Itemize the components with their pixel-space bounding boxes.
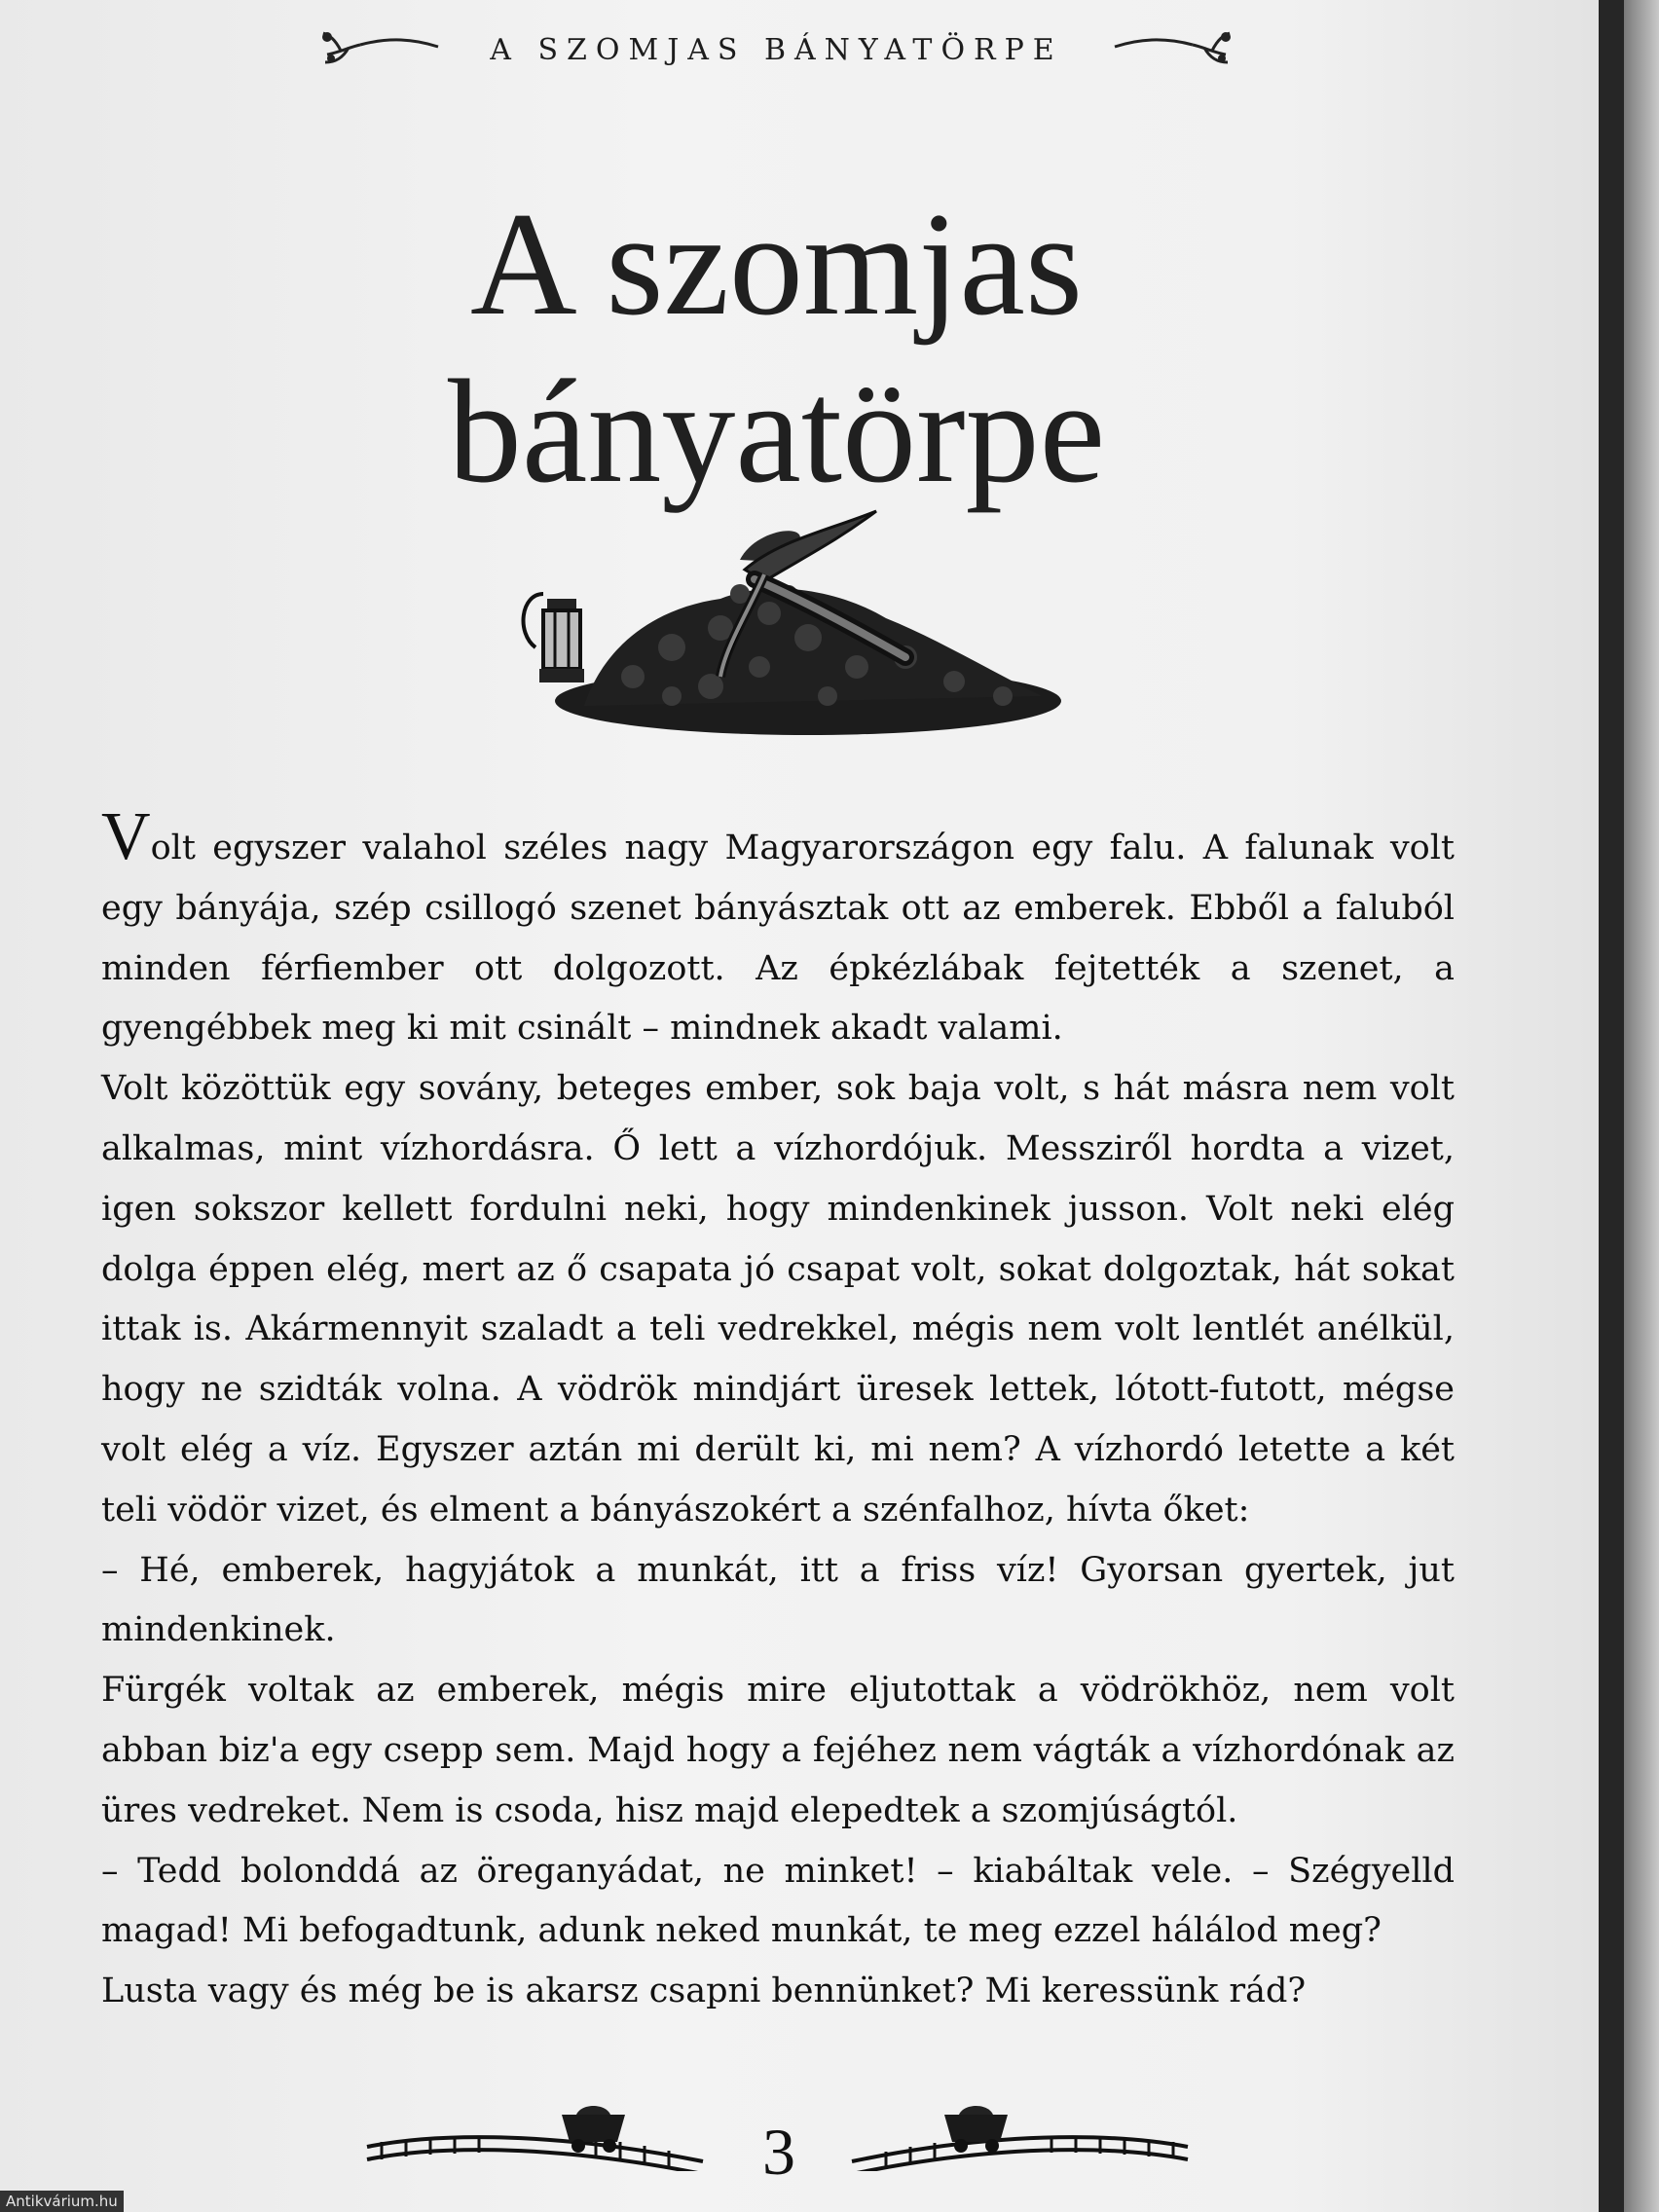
chapter-title xyxy=(0,180,1553,515)
running-head: A SZOMJAS BÁNYATÖRPE xyxy=(490,33,1063,67)
rail-track-icon xyxy=(362,2103,713,2171)
book-edge xyxy=(1599,0,1624,2212)
mine-lantern-icon xyxy=(524,594,584,682)
chapter-title-line-1: A szomjas xyxy=(469,182,1084,346)
background xyxy=(1624,0,1659,2212)
story-text xyxy=(101,799,1455,2022)
paragraph: – Hé, emberek, hagyjátok a munkát, itt a friss víz! Gyorsan gyertek, jut mindenkinek. xyxy=(101,1550,1455,1650)
paragraph: – Tedd bolonddá az öreganyádat, ne minket! – kiabáltak vele. – Szégyelld magad! Mi befogadtunk, adunk neked munkát, te meg ezzel hálálod meg? xyxy=(101,1851,1455,1951)
paragraph: Volt közöttük egy sovány, beteges ember, sok baja volt, s hát másra nem volt alkalmas, mint vízhordásra. Ő lett a vízhordójuk. Messziről hordta a vizet, igen sokszor kellett fordulni neki, hogy mindenkinek jusson. Volt neki elég dolga éppen elég, mert az ő csapata jó csapat volt, sokat dolgoztak, hát sokat ittak is. Akármennyit szaladt a teli vedrekkel, mégis nem volt lentlét anélkül, hogy ne szidták volna. A vödrök mindjárt üresek lettek, lótott-futott, mégse volt elég a víz. Egyszer aztán mi derült ki, mi nem? A vízhordó letette a két teli vödör vizet, és elment a bányászokért a szénfalhoz, hívta őket: xyxy=(101,1069,1455,1530)
paragraph: Lusta vagy és még be is akarsz csapni bennünket? Mi keressünk rád? xyxy=(101,1972,1307,2011)
watermark: Antikvárium.hu xyxy=(0,2191,124,2212)
coal-mine-illustration xyxy=(516,501,1061,764)
paragraph: Volt egyszer valahol széles nagy Magyarországon egy falu. A falunak volt egy bányája, szép csillogó szenet bányásztak ott az emberek. Ebből a faluból minden férfiember ott dolgozott. Az épkézlábak fejtették a szenet, a gyengébbek meg ki mit csinált – mindnek akadt valami. xyxy=(101,799,1455,1049)
drop-cap: V xyxy=(101,799,151,874)
page-number: 3 xyxy=(762,2115,795,2189)
paragraph: Fürgék voltak az emberek, mégis mire eljutottak a vödrökhöz, nem volt abban biz'a egy csepp sem. Majd hogy a fejéhez nem vágták a vízhordónak az üres vedreket. Nem is csoda, hisz majd elepedtek a szomjúságtól. xyxy=(101,1671,1455,1830)
rail-track-icon xyxy=(847,2103,1198,2171)
chapter-title-line-2: bányatörpe xyxy=(447,350,1106,513)
